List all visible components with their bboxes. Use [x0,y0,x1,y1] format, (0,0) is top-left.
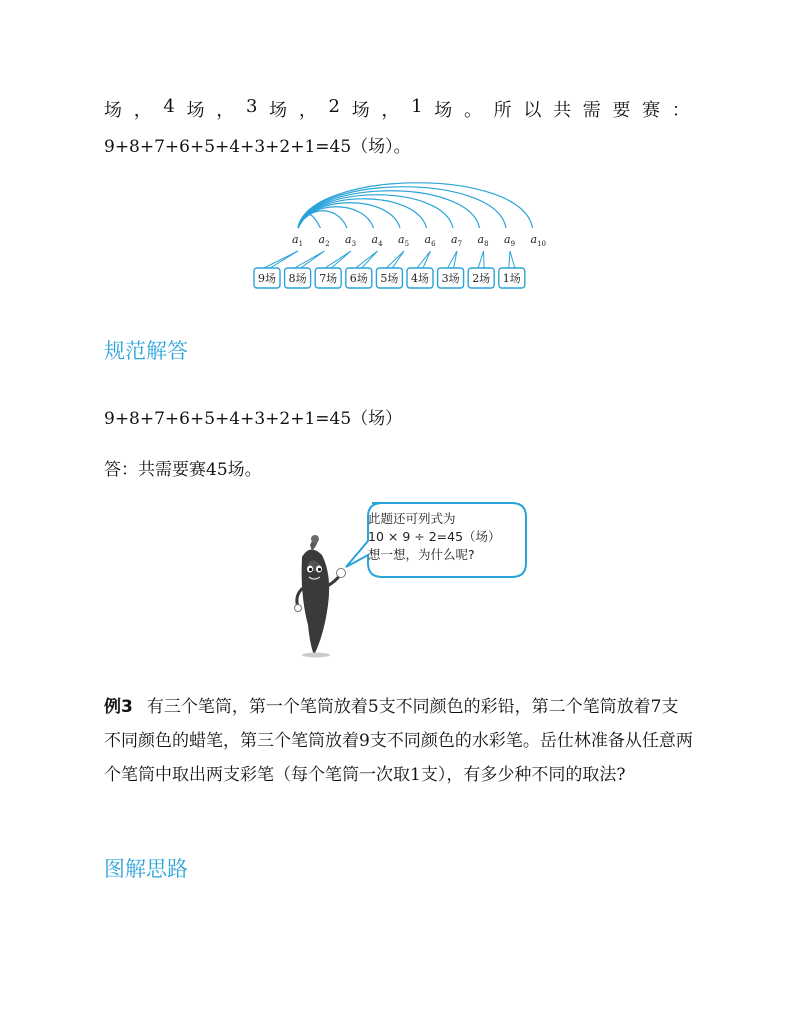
intro-token: 2 [328,96,340,117]
intro-token: 场 [104,100,122,121]
match-count-label: 6场 [349,272,368,285]
solution-answer: 答：共需要赛45场。 [104,460,262,480]
box-pointer [417,251,431,268]
intro-token: 共 [553,100,572,121]
intro-token: 需 [582,100,601,121]
team-label: $a_6$ [424,233,436,248]
box-pointer [448,251,457,268]
team-label: $a_9$ [504,233,516,248]
intro-line-1 [104,96,690,122]
team-label: $a_{10}$ [530,233,546,248]
box-pointer [325,251,351,268]
example-text: 有三个笔筒，第一个笔筒放着5支不同颜色的彩铅，第二个笔筒放着7支不同颜色的蜡笔，第三个笔筒放着9支不同颜色的水彩笔。岳仕林准备从任意两个笔筒中取出两支彩笔（每个笔筒一次取1支），有多少种不同的取法? [104,697,693,785]
team-label: $a_4$ [371,233,383,248]
intro-token: 3 [245,96,258,117]
intro-token: ， [216,100,235,121]
team-label: $a_8$ [477,233,489,248]
team-label: $a_5$ [398,233,410,248]
intro-line-2: 9+8+7+6+5+4+3+2+1=45（场）。 [104,137,411,157]
intro-token: 。 [463,100,482,121]
match-count-label: 8场 [288,272,307,285]
bubble-line-2: 10 × 9 ÷ 2=45（场） [368,529,501,544]
intro-token: ： [671,100,690,121]
box-pointer [356,251,378,268]
team-label: $a_2$ [318,233,330,248]
bubble-line-1: 此题还可列式为 [368,511,456,526]
match-count-label: 2场 [472,272,491,285]
intro-token: 1 [411,96,423,117]
intro-token: 4 [163,96,175,117]
intro-token: 场 [351,100,370,121]
team-label: $a_7$ [451,233,463,248]
match-count-label: 4场 [411,272,429,285]
match-arc [298,183,533,228]
intro-token: 赛 [642,100,661,121]
box-pointer [509,251,515,268]
intro-token: 所 [493,100,512,121]
example-label: 例3 [104,697,133,717]
intro-token: 以 [523,100,542,121]
bubble-text [368,510,501,564]
match-count-label: 3场 [441,272,460,285]
intro-token: ， [133,100,152,121]
box-pointer [478,251,484,268]
match-count-label: 7场 [319,272,338,285]
example-3 [104,690,694,792]
intro-token: 场 [269,100,288,121]
match-diagram [250,170,560,295]
team-label: $a_3$ [345,233,357,248]
intro-token: 场 [186,100,205,121]
section-title-standard-answer: 规范解答 [104,339,188,363]
match-count-label: 5场 [380,272,399,285]
solution-equation: 9+8+7+6+5+4+3+2+1=45（场） [104,409,403,429]
match-count-label: 9场 [258,272,276,285]
box-pointer [295,251,325,268]
intro-token: ， [381,100,400,121]
team-label: $a_1$ [292,233,304,248]
intro-token: 场 [434,100,453,121]
match-arc [298,191,480,228]
box-pointer [386,251,404,268]
bubble-line-3: 想一想，为什么呢? [368,547,475,562]
section-title-diagram-thinking: 图解思路 [104,857,188,881]
intro-token: 要 [612,100,631,121]
intro-token: ， [298,100,317,121]
box-pointer [264,251,298,268]
match-count-label: 1场 [502,272,521,285]
